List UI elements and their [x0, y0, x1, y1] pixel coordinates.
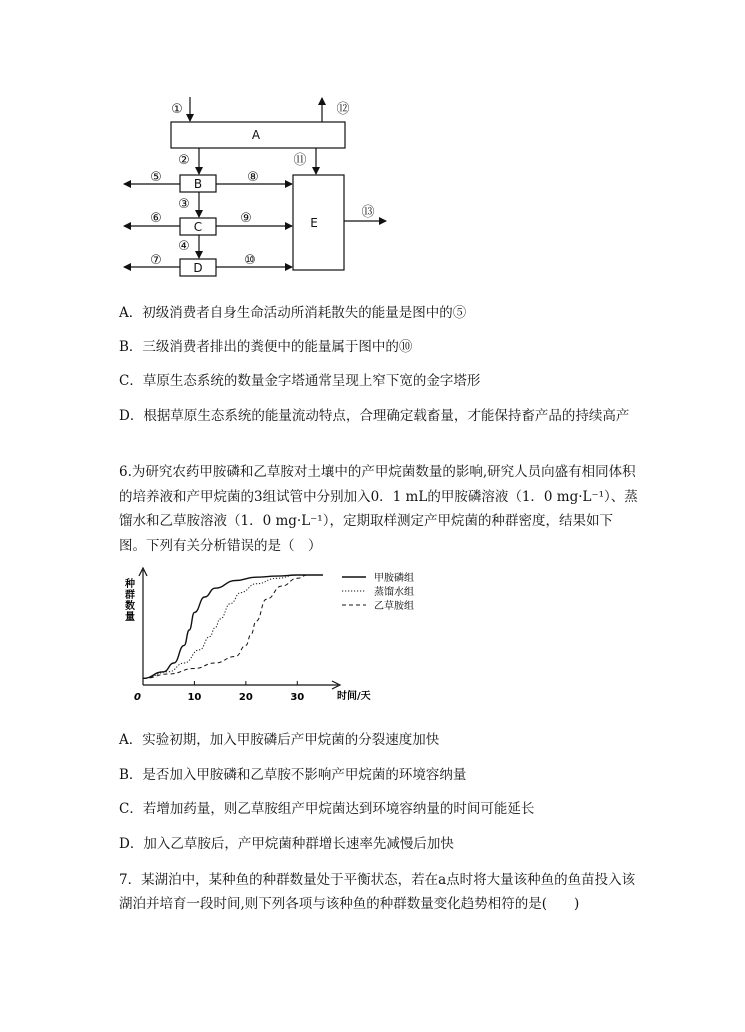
- q6-option-a: A．实验初期，加入甲胺磷后产甲烷菌的分裂速度加快: [119, 732, 440, 748]
- series-line-1: [143, 575, 323, 678]
- q5-option-d: D．根据草原生态系统的能量流动特点，合理确定载畜量，才能保持畜产品的持续高产: [119, 408, 630, 424]
- label-1: ①: [171, 102, 183, 117]
- label-8: ⑧: [247, 170, 259, 185]
- box-c-label: C: [193, 220, 203, 234]
- series-line-3: [143, 575, 323, 678]
- q5-option-a: A．初级消费者自身生命活动所消耗散失的能量是图中的⑤: [119, 305, 467, 321]
- box-d-label: D: [193, 261, 203, 275]
- energy-flow-diagram: [0, 0, 745, 300]
- box-e: [293, 175, 344, 270]
- x-axis-label: 时间/天: [337, 691, 371, 702]
- label-6: ⑥: [150, 211, 162, 226]
- q6-option-b: B．是否加入甲胺磷和乙草胺不影响产甲烷菌的环境容纳量: [119, 767, 467, 783]
- box-e-label: E: [310, 216, 318, 230]
- label-11: ⑪: [293, 153, 307, 168]
- legend-label-3: 乙草胺组: [374, 601, 414, 612]
- q7-stem: 7．某湖泊中，某种鱼的种群数量处于平衡状态，若在a点时将大量该种鱼的鱼苗投入该湖泊并培育一段时间,则下列各项与该种鱼的种群数量变化趋势相符的是( ): [119, 872, 636, 912]
- label-3: ③: [178, 197, 190, 212]
- legend-label-2: 蒸馏水组: [374, 587, 414, 598]
- label-12: ⑫: [336, 102, 350, 117]
- series-line-2: [143, 575, 323, 678]
- label-10: ⑩: [244, 253, 256, 268]
- q6-stem: 6.为研究农药甲胺磷和乙草胺对土壤中的产甲烷菌数量的影响,研究人员向盛有相同体积的培养液和产甲烷菌的3组试管中分别加入0．1 mL的甲胺磷溶液（1．0 mg·L⁻¹）、蒸馏水和乙草胺溶液（1．0 mg·L⁻¹），定期取样测定产甲烷菌的种群密度，结果如下图。下列有关分析错误的是（ ）: [119, 464, 638, 554]
- x-tick-label-20: 20: [238, 692, 253, 703]
- q5-option-b: B．三级消费者排出的粪便中的能量属于图中的⑩: [119, 339, 413, 355]
- label-5: ⑤: [150, 170, 162, 185]
- label-13: ⑬: [361, 205, 375, 220]
- label-2: ②: [178, 153, 190, 168]
- label-7: ⑦: [150, 253, 162, 268]
- x-tick-label-10: 10: [187, 692, 202, 703]
- q6-option-c: C．若增加药量，则乙草胺组产甲烷菌达到环境容纳量的时间可能延长: [119, 801, 535, 817]
- origin-label: 0: [134, 692, 141, 703]
- legend-label-1: 甲胺磷组: [374, 573, 414, 584]
- y-axis-label: 种群数量: [122, 578, 134, 622]
- q6-option-d: D．加入乙草胺后，产甲烷菌种群增长速率先减慢后加快: [119, 836, 454, 852]
- x-tick-label-30: 30: [290, 692, 305, 703]
- label-4: ④: [178, 239, 190, 254]
- q5-option-c: C．草原生态系统的数量金字塔通常呈现上窄下宽的金字塔形: [119, 373, 481, 389]
- label-9: ⑨: [240, 211, 252, 226]
- box-a-label: A: [251, 128, 261, 142]
- box-b-label: B: [193, 177, 203, 191]
- population-growth-chart: [0, 560, 745, 710]
